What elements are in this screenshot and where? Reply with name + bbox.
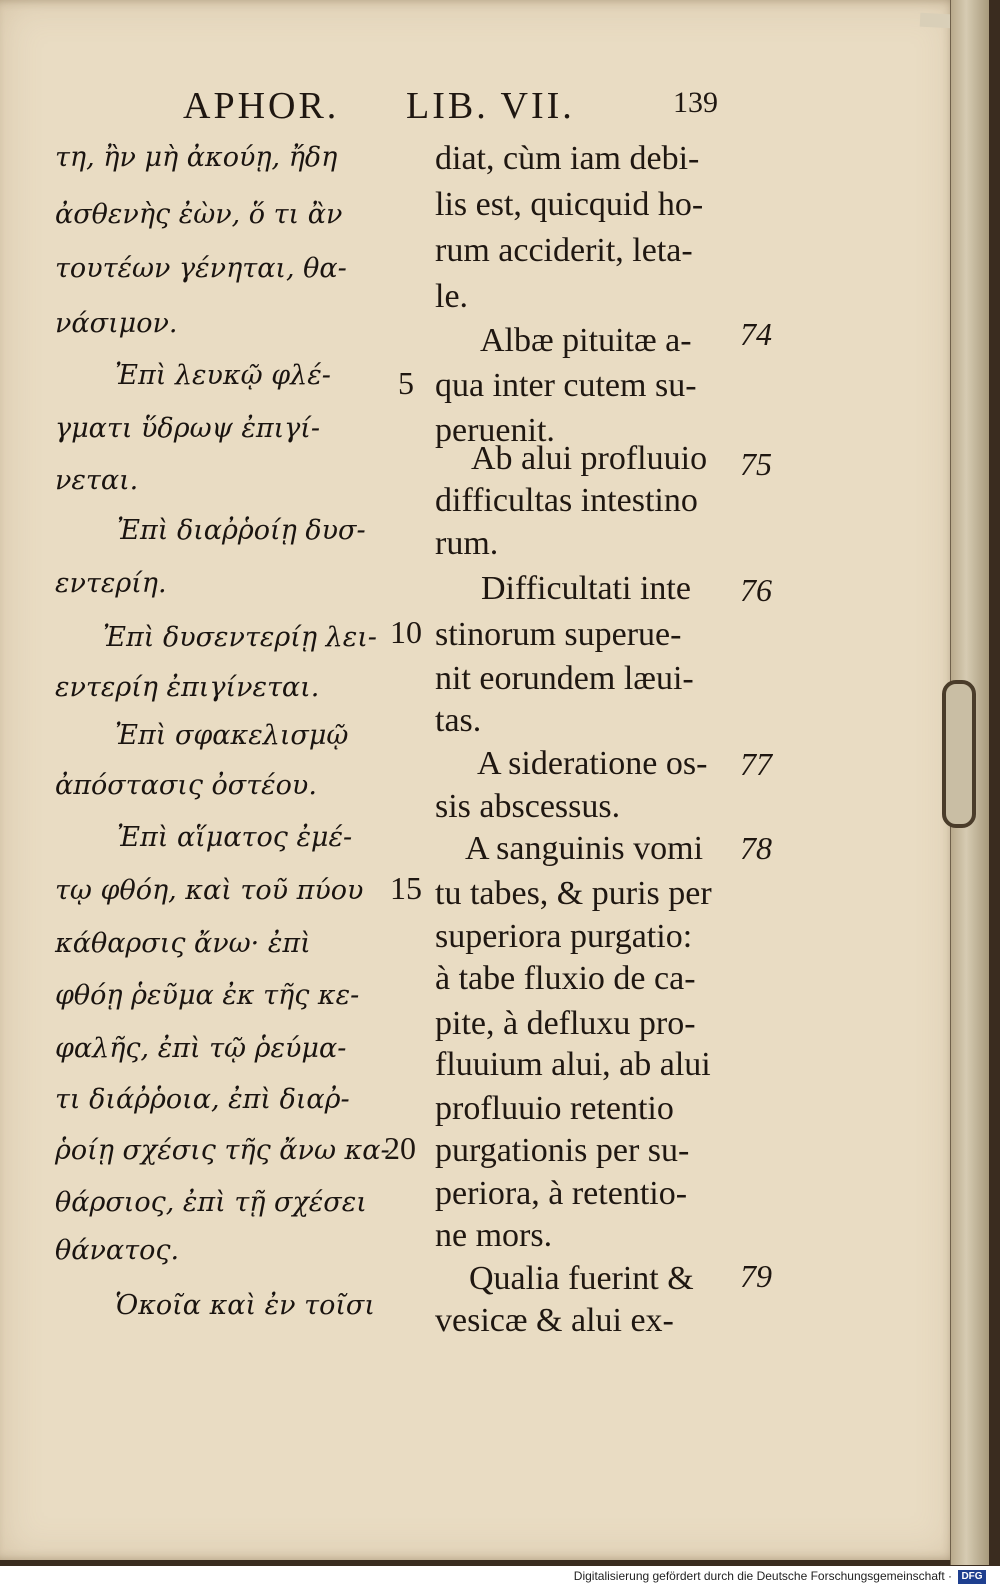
greek-line: Ἐπὶ διαῤῥοίῃ δυσ- — [117, 515, 366, 546]
aphorism-number: 78 — [740, 830, 772, 866]
latin-line: profluuio retentio — [435, 1090, 674, 1127]
latin-line: nit eorundem læui- — [435, 660, 694, 697]
latin-line: purgationis per su- — [435, 1132, 690, 1169]
latin-line: peruenit. — [435, 412, 555, 449]
latin-line: difficultas intestino — [435, 482, 698, 519]
page-number: 139 — [673, 86, 718, 119]
footer-bar — [0, 1566, 1000, 1589]
greek-line: ῥοίῃ σχέσις τῆς ἄνω κα- — [55, 1135, 390, 1166]
greek-line: ἀσθενὴς ἐὼν, ὅ τι ἂν — [55, 199, 343, 230]
latin-line: vesicæ & alui ex- — [435, 1302, 674, 1339]
greek-line: τι διάῤῥοια, ἐπὶ διαῤ- — [55, 1084, 350, 1115]
line-number: 15 — [390, 870, 422, 906]
greek-line: Ἐπὶ δυσεντερίῃ λει- — [103, 622, 377, 653]
latin-line: rum acciderit, leta- — [435, 232, 693, 269]
latin-line: sis abscessus. — [435, 788, 621, 825]
greek-line: νάσιμον. — [55, 308, 178, 339]
line-number: 10 — [390, 614, 422, 650]
greek-line: γματι ὕδρωψ ἐπιγί- — [55, 413, 321, 444]
dfg-logo: DFG — [958, 1570, 986, 1584]
latin-line: à tabe fluxio de ca- — [435, 960, 696, 997]
greek-line: εντερίη. — [55, 568, 167, 599]
latin-line: tas. — [435, 702, 482, 739]
latin-line: pite, à defluxu pro- — [435, 1005, 696, 1042]
greek-line: κάθαρσις ἄνω· ἐπὶ — [55, 928, 311, 959]
greek-line: νεται. — [55, 465, 139, 496]
aphorism-number: 77 — [740, 746, 772, 782]
latin-line: diat, cùm iam debi- — [435, 140, 700, 177]
latin-line: superiora purgatio: — [435, 918, 693, 955]
header-middle: LIB. VII. — [406, 85, 575, 127]
greek-line: ἀπόστασις ὀστέου. — [55, 770, 317, 801]
latin-line: Difficultati inte — [481, 570, 691, 607]
aphorism-number: 74 — [740, 316, 772, 352]
footer-credit: Digitalisierung gefördert durch die Deutsche Forschungsgemeinschaft · — [573, 1569, 952, 1583]
latin-line: A sanguinis vomi — [465, 830, 704, 867]
greek-line: τη, ἢν μὴ ἀκούῃ, ἤδη — [55, 142, 338, 173]
latin-line: le. — [435, 278, 469, 315]
greek-line: τουτέων γένηται, θα- — [55, 253, 347, 284]
greek-line: Ἐπὶ σφακελισμῷ — [115, 720, 349, 751]
greek-line: Ἐπὶ λευκῷ φλέ- — [115, 360, 331, 391]
latin-line: A sideratione os- — [477, 745, 708, 782]
latin-line: lis est, quicquid ho- — [435, 186, 704, 223]
latin-line: Albæ pituitæ a- — [480, 322, 692, 359]
greek-line: θάρσιος, ἐπὶ τῇ σχέσει — [55, 1187, 367, 1218]
aphorism-number: 75 — [740, 446, 772, 482]
latin-line: Qualia fuerint & — [469, 1260, 694, 1297]
line-number: 5 — [398, 365, 414, 401]
greek-line: φαλῆς, ἐπὶ τῷ ῥεύμα- — [55, 1033, 347, 1064]
aphorism-number: 79 — [740, 1258, 772, 1294]
latin-line: qua inter cutem su- — [435, 367, 697, 404]
greek-line: Ἐπὶ αἵματος ἐμέ- — [117, 822, 353, 853]
greek-line: θάνατος. — [55, 1235, 180, 1266]
running-header — [0, 82, 958, 132]
latin-line: rum. — [435, 525, 499, 562]
latin-line: periora, à retentio- — [435, 1175, 688, 1212]
latin-line: Ab alui profluuio — [471, 440, 708, 477]
latin-line: fluuium alui, ab alui — [435, 1046, 711, 1083]
header-left: APHOR. — [183, 85, 340, 127]
latin-line: tu tabes, & puris per — [435, 875, 712, 912]
line-number: 20 — [384, 1130, 416, 1166]
greek-line: εντερίη ἐπιγίνεται. — [55, 672, 320, 703]
greek-line: τῳ φθόη, καὶ τοῦ πύου — [55, 875, 364, 906]
greek-line: φθόῃ ῥεῦμα ἐκ τῆς κε- — [55, 980, 360, 1011]
latin-line: stinorum superue- — [435, 616, 682, 653]
greek-line: Ὁκοῖα καὶ ἐν τοῖσι — [115, 1290, 375, 1321]
latin-line: ne mors. — [435, 1217, 553, 1254]
book-clasp — [942, 680, 976, 828]
aphorism-number: 76 — [740, 572, 772, 608]
